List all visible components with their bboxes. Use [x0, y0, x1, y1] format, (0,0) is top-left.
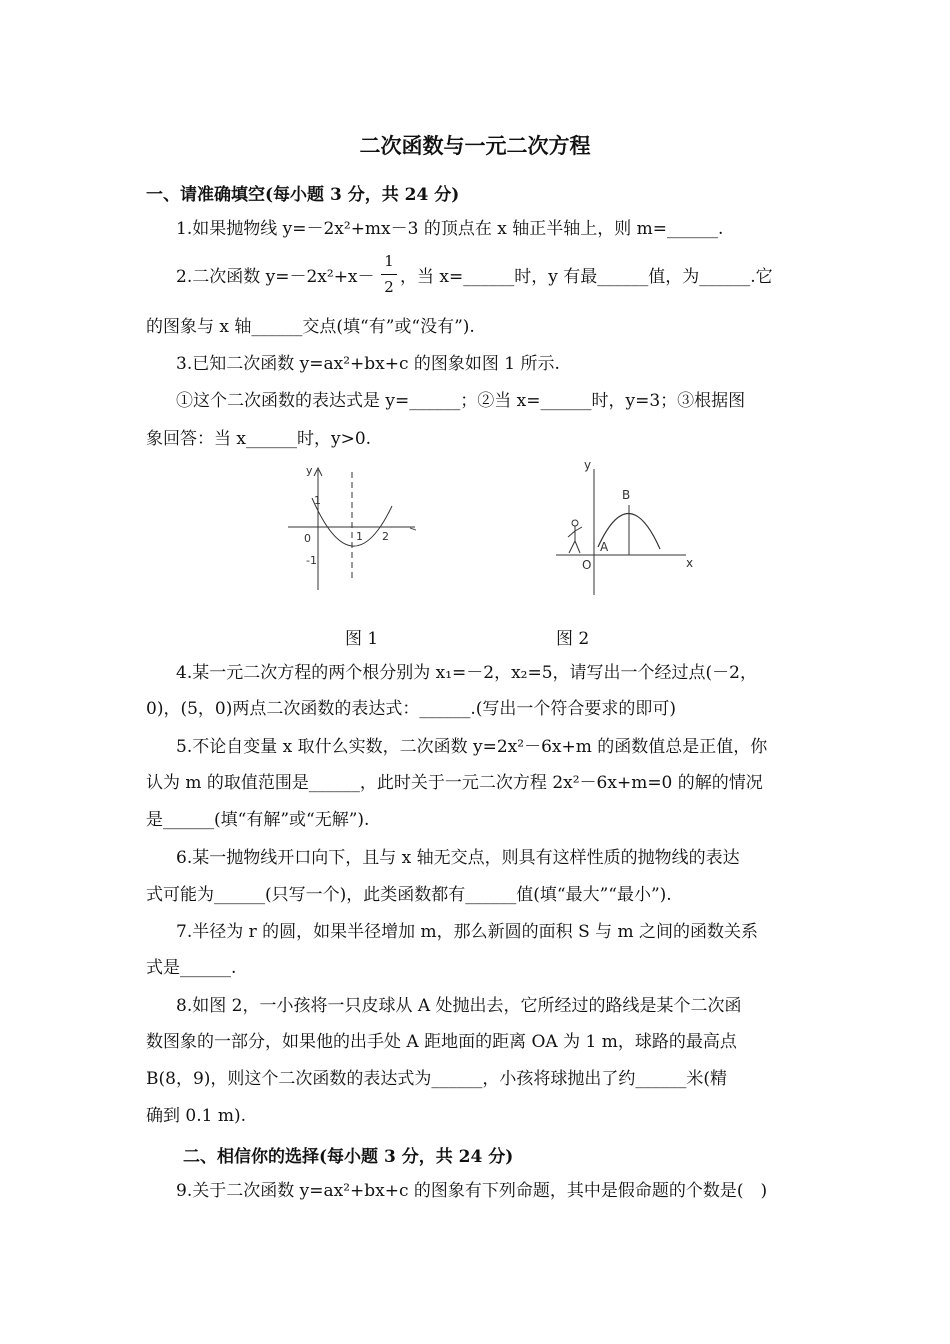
fig1-label-x2: 2	[382, 530, 389, 543]
question-4-line-1: 4.某一元二次方程的两个根分别为 x₁=－2，x₂=5，请写出一个经过点(－2，	[176, 663, 757, 683]
question-8-line-4: 确到 0.1 m).	[146, 1106, 246, 1126]
question-2-part-a: 2.二次函数 y=－2x²+x－	[176, 267, 375, 287]
section-heading-multiple-choice: 二、相信你的选择(每小题 3 分，共 24 分)	[183, 1147, 514, 1167]
question-3-line-2: ①这个二次函数的表达式是 y=______；②当 x=______时，y=3；③根据图	[176, 391, 746, 411]
question-4-line-2: 0)，(5，0)两点二次函数的表达式：______.(写出一个符合要求的即可)	[146, 699, 677, 719]
question-7-line-2: 式是______.	[146, 958, 237, 978]
fig1-label-x1: 1	[356, 530, 363, 543]
fraction-numerator: 1	[384, 252, 394, 270]
fig1-label-0: 0	[304, 532, 311, 545]
fig2-label-y: y	[584, 458, 592, 472]
page-title: 二次函数与一元二次方程	[359, 133, 591, 158]
fig1-label-1: 1	[314, 494, 321, 507]
fig2-label-O: O	[582, 558, 592, 572]
question-8-line-3: B(8，9)，则这个二次函数的表达式为______，小孩将球抛出了约______米(精	[146, 1069, 728, 1089]
figure-1-graph	[280, 460, 425, 600]
question-7-line-1: 7.半径为 r 的圆，如果半径增加 m，那么新圆的面积 S 与 m 之间的函数关系	[176, 922, 759, 942]
question-3-line-1: 3.已知二次函数 y=ax²+bx+c 的图象如图 1 所示.	[176, 354, 560, 374]
question-6-line-1: 6.某一抛物线开口向下，且与 x 轴无交点，则具有这样性质的抛物线的表达	[176, 848, 740, 868]
fig2-label-B: B	[622, 488, 631, 502]
fig2-child-body	[568, 526, 582, 553]
fraction-bar	[381, 274, 397, 275]
figure-2-graph	[548, 455, 708, 600]
question-6-line-2: 式可能为______(只写一个)，此类函数都有______值(填“最大”“最小”).	[146, 885, 672, 905]
fig2-label-x: x	[686, 556, 694, 570]
fig2-child-head	[572, 520, 578, 526]
question-9: 9.关于二次函数 y=ax²+bx+c 的图象有下列命题，其中是假命题的个数是( )	[176, 1181, 768, 1201]
figure-2-caption: 图 2	[556, 629, 590, 649]
fig1-mark	[410, 528, 416, 530]
fig1-label-neg1: -1	[306, 554, 317, 567]
fraction-denominator: 2	[384, 278, 394, 296]
question-2-part-b: ，当 x=______时，y 有最______值，为______.它	[400, 267, 773, 287]
question-8-line-2: 数图象的一部分，如果他的出手处 A 距地面的距离 OA 为 1 m，球路的最高点	[146, 1032, 737, 1052]
section-heading-fill-in: 一、请准确填空(每小题 3 分，共 24 分)	[146, 185, 460, 205]
question-1: 1.如果抛物线 y=－2x²+mx－3 的顶点在 x 轴正半轴上，则 m=______.	[176, 219, 724, 239]
question-2-part-c: 的图象与 x 轴______交点(填“有”或“没有”).	[146, 317, 475, 337]
question-8-line-1: 8.如图 2，一小孩将一只皮球从 A 处抛出去，它所经过的路线是某个二次函	[176, 996, 742, 1016]
figure-1-caption: 图 1	[345, 629, 379, 649]
question-5-line-1: 5.不论自变量 x 取什么实数，二次函数 y=2x²－6x+m 的函数值总是正值，你	[176, 737, 768, 757]
question-3-line-3: 象回答：当 x______时，y>0.	[146, 429, 372, 449]
question-5-line-3: 是______(填“有解”或“无解”).	[146, 810, 370, 830]
fig1-label-y: y	[306, 464, 313, 477]
fig2-label-A: A	[600, 540, 609, 554]
question-5-line-2: 认为 m 的取值范围是______，此时关于一元二次方程 2x²－6x+m=0 的解的情况	[146, 773, 763, 793]
